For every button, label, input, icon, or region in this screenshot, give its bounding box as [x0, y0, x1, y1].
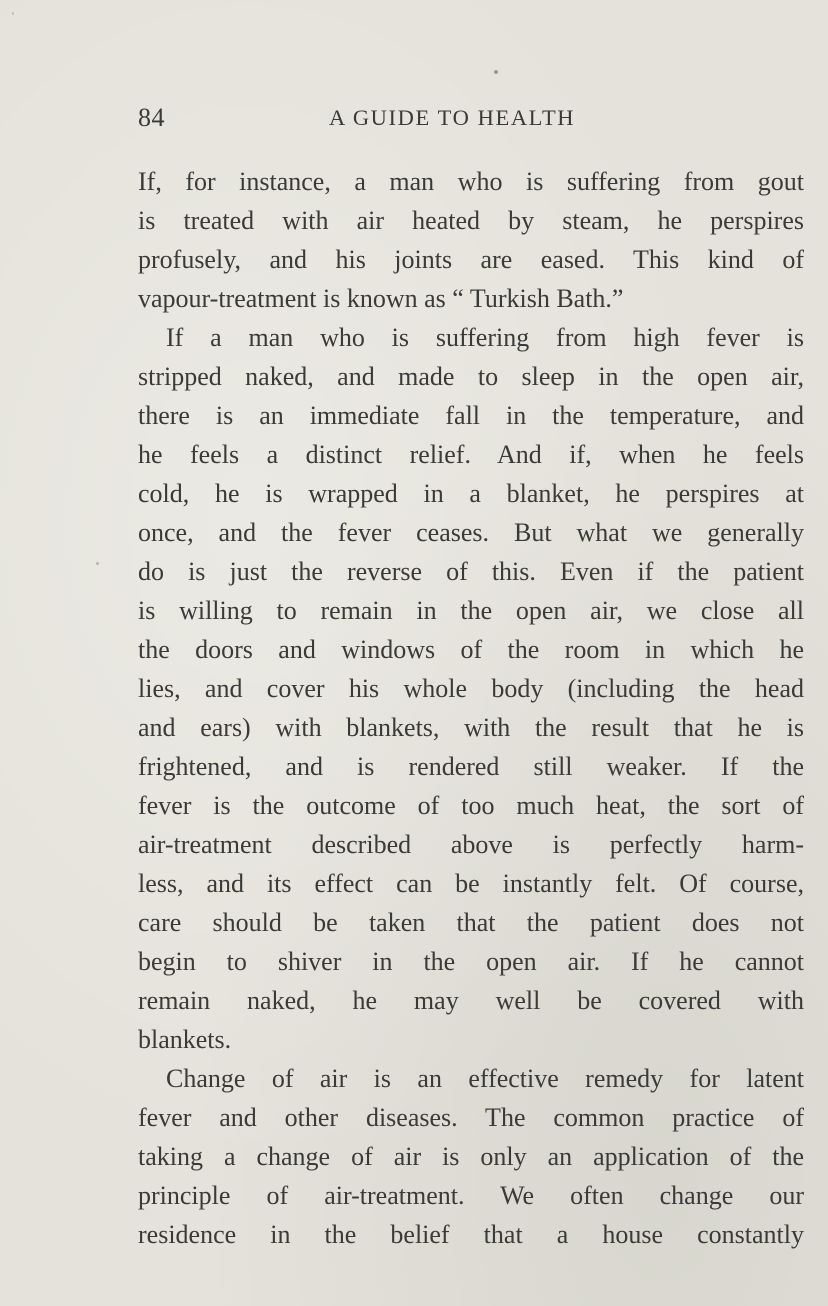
text-line: begin to shiver in the open air. If he cannot — [138, 947, 804, 976]
page-header — [138, 103, 805, 143]
text-line: fever is the outcome of too much heat, the sort of — [138, 791, 804, 820]
body-text — [138, 162, 804, 1254]
text-line: vapour-treatment is known as “ Turkish Bath.” — [138, 284, 624, 313]
text-line: blankets. — [138, 1025, 232, 1054]
text-line: Change of air is an effective remedy for latent — [166, 1064, 804, 1093]
print-speck — [494, 70, 498, 74]
text-line: and ears) with blankets, with the result that he is — [138, 713, 804, 742]
text-line: do is just the reverse of this. Even if the patient — [138, 557, 804, 586]
text-line: less, and its effect can be instantly felt. Of course, — [138, 869, 804, 898]
text-line: lies, and cover his whole body (including the head — [138, 674, 804, 703]
print-speck — [96, 562, 99, 565]
text-line: principle of air-treatment. We often change our — [138, 1181, 804, 1210]
text-line: fever and other diseases. The common practice of — [138, 1103, 804, 1132]
text-line: stripped naked, and made to sleep in the open air, — [138, 362, 804, 391]
text-line: care should be taken that the patient does not — [138, 908, 804, 937]
text-line: he feels a distinct relief. And if, when he feels — [138, 440, 804, 469]
text-line: If, for instance, a man who is suffering from gout — [138, 167, 804, 196]
text-line: residence in the belief that a house constantly — [138, 1220, 804, 1249]
text-line: air-treatment described above is perfectly harm- — [138, 830, 804, 859]
page-number: 84 — [138, 103, 165, 132]
text-line: If a man who is suffering from high fever is — [166, 323, 804, 352]
text-line: frightened, and is rendered still weaker. If the — [138, 752, 804, 781]
text-line: cold, he is wrapped in a blanket, he perspires at — [138, 479, 804, 508]
text-line: once, and the fever ceases. But what we generally — [138, 518, 804, 547]
running-title: A GUIDE TO HEALTH — [329, 105, 576, 130]
text-line: remain naked, he may well be covered with — [138, 986, 804, 1015]
text-line: is treated with air heated by steam, he perspires — [138, 206, 804, 235]
text-line: there is an immediate fall in the temperature, and — [138, 401, 804, 430]
text-line: taking a change of air is only an application of the — [138, 1142, 804, 1171]
text-line: the doors and windows of the room in which he — [138, 635, 804, 664]
print-speck — [12, 12, 14, 15]
text-line: profusely, and his joints are eased. This kind of — [138, 245, 804, 274]
text-line: is willing to remain in the open air, we close all — [138, 596, 804, 625]
